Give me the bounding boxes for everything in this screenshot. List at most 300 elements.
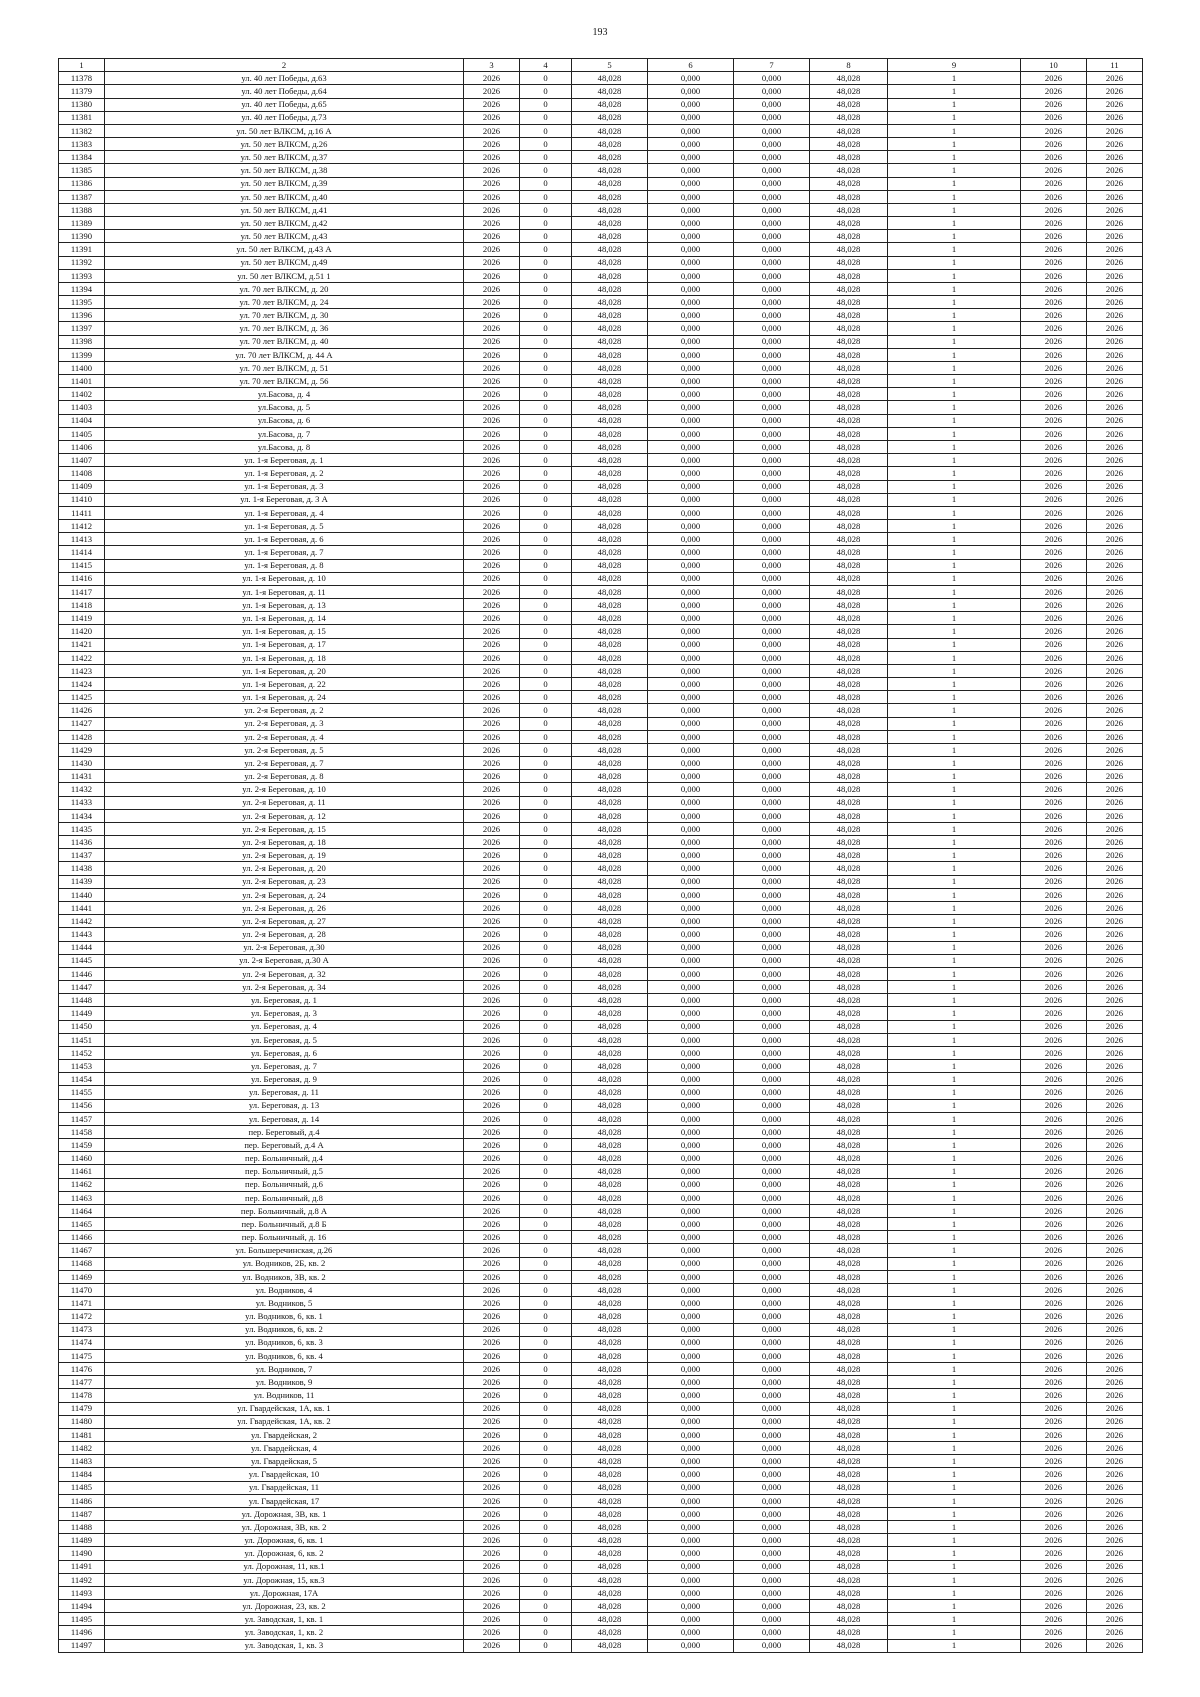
col11-cell: 2026 bbox=[1087, 1363, 1143, 1376]
col7-cell: 0,000 bbox=[734, 1507, 810, 1520]
col11-cell: 2026 bbox=[1087, 1494, 1143, 1507]
row-number-cell: 11447 bbox=[59, 981, 105, 994]
col10-cell: 2026 bbox=[1021, 572, 1087, 585]
col8-cell: 48,028 bbox=[810, 1455, 888, 1468]
col8-cell: 48,028 bbox=[810, 467, 888, 480]
col11-cell: 2026 bbox=[1087, 1270, 1143, 1283]
col9-cell: 1 bbox=[888, 1125, 1021, 1138]
table-row bbox=[59, 1573, 1143, 1586]
col11-cell: 2026 bbox=[1087, 783, 1143, 796]
address-cell: пер. Береговый, д.4 bbox=[105, 1125, 464, 1138]
col7-cell: 0,000 bbox=[734, 480, 810, 493]
row-number-cell: 11491 bbox=[59, 1560, 105, 1573]
year-cell: 2026 bbox=[464, 888, 520, 901]
col8-cell: 48,028 bbox=[810, 1534, 888, 1547]
address-cell: ул. Заводская, 1, кв. 3 bbox=[105, 1639, 464, 1652]
col9-cell: 1 bbox=[888, 309, 1021, 322]
col7-cell: 0,000 bbox=[734, 717, 810, 730]
col6-cell: 0,000 bbox=[648, 730, 734, 743]
address-cell: пер. Больничный, д.6 bbox=[105, 1178, 464, 1191]
row-number-cell: 11460 bbox=[59, 1152, 105, 1165]
table-row bbox=[59, 1349, 1143, 1362]
col8-cell: 48,028 bbox=[810, 138, 888, 151]
year-cell: 2026 bbox=[464, 256, 520, 269]
year-cell: 2026 bbox=[464, 981, 520, 994]
col8-cell: 48,028 bbox=[810, 335, 888, 348]
year-cell: 2026 bbox=[464, 862, 520, 875]
col4-cell: 0 bbox=[520, 506, 572, 519]
table-row bbox=[59, 1310, 1143, 1323]
year-cell: 2026 bbox=[464, 1586, 520, 1599]
col10-cell: 2026 bbox=[1021, 1270, 1087, 1283]
col11-cell: 2026 bbox=[1087, 388, 1143, 401]
address-cell: ул. Береговая, д. 1 bbox=[105, 994, 464, 1007]
year-cell: 2026 bbox=[464, 414, 520, 427]
col11-cell: 2026 bbox=[1087, 559, 1143, 572]
row-number-cell: 11488 bbox=[59, 1521, 105, 1534]
row-number-cell: 11478 bbox=[59, 1389, 105, 1402]
year-cell: 2026 bbox=[464, 1283, 520, 1296]
col4-cell: 0 bbox=[520, 836, 572, 849]
col11-cell: 2026 bbox=[1087, 1455, 1143, 1468]
col4-cell: 0 bbox=[520, 1442, 572, 1455]
row-number-cell: 11474 bbox=[59, 1336, 105, 1349]
address-cell: ул. Водников, 7 bbox=[105, 1363, 464, 1376]
table-row bbox=[59, 1639, 1143, 1652]
col11-cell: 2026 bbox=[1087, 282, 1143, 295]
col4-cell: 0 bbox=[520, 401, 572, 414]
column-header-2: 2 bbox=[105, 59, 464, 72]
col11-cell: 2026 bbox=[1087, 177, 1143, 190]
col7-cell: 0,000 bbox=[734, 427, 810, 440]
col10-cell: 2026 bbox=[1021, 1402, 1087, 1415]
col10-cell: 2026 bbox=[1021, 164, 1087, 177]
year-cell: 2026 bbox=[464, 217, 520, 230]
col7-cell: 0,000 bbox=[734, 1297, 810, 1310]
col6-cell: 0,000 bbox=[648, 230, 734, 243]
row-number-cell: 11458 bbox=[59, 1125, 105, 1138]
col9-cell: 1 bbox=[888, 1442, 1021, 1455]
col7-cell: 0,000 bbox=[734, 1402, 810, 1415]
col9-cell: 1 bbox=[888, 388, 1021, 401]
address-cell: ул. 1-я Береговая, д. 3 А bbox=[105, 493, 464, 506]
col6-cell: 0,000 bbox=[648, 1507, 734, 1520]
address-cell: ул. Водников, 2Б, кв. 2 bbox=[105, 1257, 464, 1270]
address-cell: ул. 2-я Береговая, д. 20 bbox=[105, 862, 464, 875]
address-cell: ул. 1-я Береговая, д. 6 bbox=[105, 533, 464, 546]
col10-cell: 2026 bbox=[1021, 203, 1087, 216]
table-row bbox=[59, 1626, 1143, 1639]
row-number-cell: 11441 bbox=[59, 902, 105, 915]
col6-cell: 0,000 bbox=[648, 1231, 734, 1244]
col11-cell: 2026 bbox=[1087, 401, 1143, 414]
col8-cell: 48,028 bbox=[810, 1297, 888, 1310]
col11-cell: 2026 bbox=[1087, 440, 1143, 453]
year-cell: 2026 bbox=[464, 1534, 520, 1547]
col4-cell: 0 bbox=[520, 190, 572, 203]
row-number-cell: 11449 bbox=[59, 1007, 105, 1020]
col8-cell: 48,028 bbox=[810, 1428, 888, 1441]
year-cell: 2026 bbox=[464, 651, 520, 664]
col9-cell: 1 bbox=[888, 822, 1021, 835]
col5-cell: 48,028 bbox=[572, 348, 648, 361]
col11-cell: 2026 bbox=[1087, 1376, 1143, 1389]
year-cell: 2026 bbox=[464, 967, 520, 980]
col4-cell: 0 bbox=[520, 1389, 572, 1402]
col10-cell: 2026 bbox=[1021, 546, 1087, 559]
table-row bbox=[59, 414, 1143, 427]
col5-cell: 48,028 bbox=[572, 203, 648, 216]
row-number-cell: 11402 bbox=[59, 388, 105, 401]
col11-cell: 2026 bbox=[1087, 1257, 1143, 1270]
col5-cell: 48,028 bbox=[572, 480, 648, 493]
col9-cell: 1 bbox=[888, 1534, 1021, 1547]
col10-cell: 2026 bbox=[1021, 493, 1087, 506]
col10-cell: 2026 bbox=[1021, 599, 1087, 612]
table-row bbox=[59, 875, 1143, 888]
col8-cell: 48,028 bbox=[810, 1244, 888, 1257]
col10-cell: 2026 bbox=[1021, 98, 1087, 111]
col6-cell: 0,000 bbox=[648, 546, 734, 559]
col10-cell: 2026 bbox=[1021, 138, 1087, 151]
col8-cell: 48,028 bbox=[810, 427, 888, 440]
col5-cell: 48,028 bbox=[572, 994, 648, 1007]
col4-cell: 0 bbox=[520, 427, 572, 440]
col11-cell: 2026 bbox=[1087, 1218, 1143, 1231]
col10-cell: 2026 bbox=[1021, 585, 1087, 598]
address-cell: ул.Басова, д. 5 bbox=[105, 401, 464, 414]
row-number-cell: 11401 bbox=[59, 375, 105, 388]
row-number-cell: 11452 bbox=[59, 1046, 105, 1059]
col6-cell: 0,000 bbox=[648, 1007, 734, 1020]
col4-cell: 0 bbox=[520, 85, 572, 98]
year-cell: 2026 bbox=[464, 1481, 520, 1494]
col7-cell: 0,000 bbox=[734, 1231, 810, 1244]
col6-cell: 0,000 bbox=[648, 454, 734, 467]
col6-cell: 0,000 bbox=[648, 1363, 734, 1376]
col11-cell: 2026 bbox=[1087, 1639, 1143, 1652]
table-row bbox=[59, 888, 1143, 901]
col10-cell: 2026 bbox=[1021, 1297, 1087, 1310]
year-cell: 2026 bbox=[464, 1613, 520, 1626]
col6-cell: 0,000 bbox=[648, 388, 734, 401]
address-cell: ул. Гвардейская, 17 bbox=[105, 1494, 464, 1507]
col5-cell: 48,028 bbox=[572, 717, 648, 730]
col8-cell: 48,028 bbox=[810, 1178, 888, 1191]
col6-cell: 0,000 bbox=[648, 1099, 734, 1112]
col8-cell: 48,028 bbox=[810, 1468, 888, 1481]
col8-cell: 48,028 bbox=[810, 954, 888, 967]
address-cell: ул. Дорожная, 6, кв. 1 bbox=[105, 1534, 464, 1547]
row-number-cell: 11471 bbox=[59, 1297, 105, 1310]
col11-cell: 2026 bbox=[1087, 546, 1143, 559]
row-number-cell: 11412 bbox=[59, 520, 105, 533]
col9-cell: 1 bbox=[888, 1218, 1021, 1231]
col7-cell: 0,000 bbox=[734, 651, 810, 664]
row-number-cell: 11459 bbox=[59, 1139, 105, 1152]
col10-cell: 2026 bbox=[1021, 388, 1087, 401]
year-cell: 2026 bbox=[464, 546, 520, 559]
col11-cell: 2026 bbox=[1087, 111, 1143, 124]
col11-cell: 2026 bbox=[1087, 1297, 1143, 1310]
col6-cell: 0,000 bbox=[648, 1415, 734, 1428]
table-row bbox=[59, 822, 1143, 835]
col11-cell: 2026 bbox=[1087, 296, 1143, 309]
col10-cell: 2026 bbox=[1021, 809, 1087, 822]
col5-cell: 48,028 bbox=[572, 1613, 648, 1626]
col8-cell: 48,028 bbox=[810, 1152, 888, 1165]
col11-cell: 2026 bbox=[1087, 1007, 1143, 1020]
col4-cell: 0 bbox=[520, 467, 572, 480]
year-cell: 2026 bbox=[464, 1573, 520, 1586]
table-row bbox=[59, 678, 1143, 691]
col10-cell: 2026 bbox=[1021, 348, 1087, 361]
col6-cell: 0,000 bbox=[648, 1033, 734, 1046]
col7-cell: 0,000 bbox=[734, 1521, 810, 1534]
address-cell: пер. Больничный, д.5 bbox=[105, 1165, 464, 1178]
col8-cell: 48,028 bbox=[810, 203, 888, 216]
col9-cell: 1 bbox=[888, 1336, 1021, 1349]
address-cell: ул. Береговая, д. 7 bbox=[105, 1060, 464, 1073]
col10-cell: 2026 bbox=[1021, 1231, 1087, 1244]
col8-cell: 48,028 bbox=[810, 743, 888, 756]
col10-cell: 2026 bbox=[1021, 981, 1087, 994]
col6-cell: 0,000 bbox=[648, 375, 734, 388]
table-row bbox=[59, 625, 1143, 638]
table-row bbox=[59, 1033, 1143, 1046]
col4-cell: 0 bbox=[520, 1257, 572, 1270]
col7-cell: 0,000 bbox=[734, 1481, 810, 1494]
col6-cell: 0,000 bbox=[648, 994, 734, 1007]
col4-cell: 0 bbox=[520, 1191, 572, 1204]
year-cell: 2026 bbox=[464, 440, 520, 453]
year-cell: 2026 bbox=[464, 98, 520, 111]
year-cell: 2026 bbox=[464, 585, 520, 598]
col9-cell: 1 bbox=[888, 981, 1021, 994]
col9-cell: 1 bbox=[888, 730, 1021, 743]
row-number-cell: 11479 bbox=[59, 1402, 105, 1415]
col6-cell: 0,000 bbox=[648, 1283, 734, 1296]
year-cell: 2026 bbox=[464, 1560, 520, 1573]
col8-cell: 48,028 bbox=[810, 1007, 888, 1020]
table-row bbox=[59, 1073, 1143, 1086]
col8-cell: 48,028 bbox=[810, 1112, 888, 1125]
col9-cell: 1 bbox=[888, 691, 1021, 704]
table-row bbox=[59, 322, 1143, 335]
year-cell: 2026 bbox=[464, 638, 520, 651]
col5-cell: 48,028 bbox=[572, 1007, 648, 1020]
col5-cell: 48,028 bbox=[572, 757, 648, 770]
col8-cell: 48,028 bbox=[810, 757, 888, 770]
col8-cell: 48,028 bbox=[810, 506, 888, 519]
table-row bbox=[59, 717, 1143, 730]
row-number-cell: 11405 bbox=[59, 427, 105, 440]
col5-cell: 48,028 bbox=[572, 902, 648, 915]
col7-cell: 0,000 bbox=[734, 1007, 810, 1020]
col10-cell: 2026 bbox=[1021, 427, 1087, 440]
col6-cell: 0,000 bbox=[648, 269, 734, 282]
col6-cell: 0,000 bbox=[648, 322, 734, 335]
row-number-cell: 11424 bbox=[59, 678, 105, 691]
col9-cell: 1 bbox=[888, 348, 1021, 361]
col6-cell: 0,000 bbox=[648, 651, 734, 664]
col7-cell: 0,000 bbox=[734, 177, 810, 190]
address-cell: ул. 1-я Береговая, д. 10 bbox=[105, 572, 464, 585]
col11-cell: 2026 bbox=[1087, 361, 1143, 374]
col7-cell: 0,000 bbox=[734, 190, 810, 203]
year-cell: 2026 bbox=[464, 533, 520, 546]
address-cell: ул. 50 лет ВЛКСМ, д.43 bbox=[105, 230, 464, 243]
col4-cell: 0 bbox=[520, 1534, 572, 1547]
col7-cell: 0,000 bbox=[734, 388, 810, 401]
row-number-cell: 11466 bbox=[59, 1231, 105, 1244]
col7-cell: 0,000 bbox=[734, 1534, 810, 1547]
year-cell: 2026 bbox=[464, 1639, 520, 1652]
col7-cell: 0,000 bbox=[734, 1349, 810, 1362]
address-cell: ул. 70 лет ВЛКСМ, д. 24 bbox=[105, 296, 464, 309]
col8-cell: 48,028 bbox=[810, 1257, 888, 1270]
address-cell: пер. Больничный, д.4 bbox=[105, 1152, 464, 1165]
col6-cell: 0,000 bbox=[648, 967, 734, 980]
table-row bbox=[59, 269, 1143, 282]
address-cell: ул. 2-я Береговая, д. 32 bbox=[105, 967, 464, 980]
col9-cell: 1 bbox=[888, 1626, 1021, 1639]
col6-cell: 0,000 bbox=[648, 98, 734, 111]
table-row bbox=[59, 1231, 1143, 1244]
year-cell: 2026 bbox=[464, 1020, 520, 1033]
col5-cell: 48,028 bbox=[572, 704, 648, 717]
column-header-7: 7 bbox=[734, 59, 810, 72]
col7-cell: 0,000 bbox=[734, 98, 810, 111]
col8-cell: 48,028 bbox=[810, 1389, 888, 1402]
col4-cell: 0 bbox=[520, 1323, 572, 1336]
col8-cell: 48,028 bbox=[810, 1547, 888, 1560]
col6-cell: 0,000 bbox=[648, 704, 734, 717]
col8-cell: 48,028 bbox=[810, 309, 888, 322]
col9-cell: 1 bbox=[888, 414, 1021, 427]
col5-cell: 48,028 bbox=[572, 691, 648, 704]
col9-cell: 1 bbox=[888, 678, 1021, 691]
col6-cell: 0,000 bbox=[648, 822, 734, 835]
col6-cell: 0,000 bbox=[648, 1442, 734, 1455]
col11-cell: 2026 bbox=[1087, 730, 1143, 743]
col9-cell: 1 bbox=[888, 783, 1021, 796]
col5-cell: 48,028 bbox=[572, 1178, 648, 1191]
col9-cell: 1 bbox=[888, 1020, 1021, 1033]
col5-cell: 48,028 bbox=[572, 164, 648, 177]
year-cell: 2026 bbox=[464, 757, 520, 770]
row-number-cell: 11467 bbox=[59, 1244, 105, 1257]
year-cell: 2026 bbox=[464, 520, 520, 533]
col6-cell: 0,000 bbox=[648, 138, 734, 151]
year-cell: 2026 bbox=[464, 1442, 520, 1455]
address-cell: пер. Береговый, д.4 А bbox=[105, 1139, 464, 1152]
col7-cell: 0,000 bbox=[734, 691, 810, 704]
col10-cell: 2026 bbox=[1021, 111, 1087, 124]
col9-cell: 1 bbox=[888, 1481, 1021, 1494]
col11-cell: 2026 bbox=[1087, 625, 1143, 638]
table-row bbox=[59, 862, 1143, 875]
col11-cell: 2026 bbox=[1087, 928, 1143, 941]
col6-cell: 0,000 bbox=[648, 282, 734, 295]
col9-cell: 1 bbox=[888, 1283, 1021, 1296]
table-row bbox=[59, 757, 1143, 770]
col11-cell: 2026 bbox=[1087, 1428, 1143, 1441]
col5-cell: 48,028 bbox=[572, 111, 648, 124]
col6-cell: 0,000 bbox=[648, 493, 734, 506]
col7-cell: 0,000 bbox=[734, 1204, 810, 1217]
row-number-cell: 11436 bbox=[59, 836, 105, 849]
col8-cell: 48,028 bbox=[810, 1336, 888, 1349]
row-number-cell: 11404 bbox=[59, 414, 105, 427]
table-row bbox=[59, 348, 1143, 361]
col11-cell: 2026 bbox=[1087, 1389, 1143, 1402]
col8-cell: 48,028 bbox=[810, 177, 888, 190]
col4-cell: 0 bbox=[520, 493, 572, 506]
address-cell: ул. Дорожная, 3В, кв. 1 bbox=[105, 1507, 464, 1520]
row-number-cell: 11430 bbox=[59, 757, 105, 770]
col9-cell: 1 bbox=[888, 770, 1021, 783]
col5-cell: 48,028 bbox=[572, 1468, 648, 1481]
table-row bbox=[59, 691, 1143, 704]
col9-cell: 1 bbox=[888, 138, 1021, 151]
col10-cell: 2026 bbox=[1021, 1573, 1087, 1586]
col7-cell: 0,000 bbox=[734, 1573, 810, 1586]
col6-cell: 0,000 bbox=[648, 1297, 734, 1310]
col8-cell: 48,028 bbox=[810, 348, 888, 361]
table-row bbox=[59, 124, 1143, 137]
col8-cell: 48,028 bbox=[810, 770, 888, 783]
year-cell: 2026 bbox=[464, 1363, 520, 1376]
year-cell: 2026 bbox=[464, 664, 520, 677]
col7-cell: 0,000 bbox=[734, 1046, 810, 1059]
col5-cell: 48,028 bbox=[572, 1534, 648, 1547]
col7-cell: 0,000 bbox=[734, 599, 810, 612]
row-number-cell: 11421 bbox=[59, 638, 105, 651]
year-cell: 2026 bbox=[464, 1521, 520, 1534]
col11-cell: 2026 bbox=[1087, 678, 1143, 691]
col4-cell: 0 bbox=[520, 954, 572, 967]
col8-cell: 48,028 bbox=[810, 1507, 888, 1520]
col10-cell: 2026 bbox=[1021, 1139, 1087, 1152]
col5-cell: 48,028 bbox=[572, 1165, 648, 1178]
col7-cell: 0,000 bbox=[734, 296, 810, 309]
address-cell: ул. Водников, 6, кв. 1 bbox=[105, 1310, 464, 1323]
col4-cell: 0 bbox=[520, 1231, 572, 1244]
col9-cell: 1 bbox=[888, 493, 1021, 506]
year-cell: 2026 bbox=[464, 1257, 520, 1270]
col10-cell: 2026 bbox=[1021, 638, 1087, 651]
address-cell: ул. 2-я Береговая, д. 26 bbox=[105, 902, 464, 915]
year-cell: 2026 bbox=[464, 994, 520, 1007]
table-row bbox=[59, 981, 1143, 994]
col9-cell: 1 bbox=[888, 533, 1021, 546]
table-row bbox=[59, 217, 1143, 230]
col10-cell: 2026 bbox=[1021, 1586, 1087, 1599]
col10-cell: 2026 bbox=[1021, 401, 1087, 414]
col5-cell: 48,028 bbox=[572, 1310, 648, 1323]
col11-cell: 2026 bbox=[1087, 467, 1143, 480]
table-row bbox=[59, 190, 1143, 203]
col6-cell: 0,000 bbox=[648, 1586, 734, 1599]
col4-cell: 0 bbox=[520, 743, 572, 756]
year-cell: 2026 bbox=[464, 954, 520, 967]
year-cell: 2026 bbox=[464, 454, 520, 467]
col10-cell: 2026 bbox=[1021, 796, 1087, 809]
col11-cell: 2026 bbox=[1087, 164, 1143, 177]
table-row bbox=[59, 809, 1143, 822]
col11-cell: 2026 bbox=[1087, 1323, 1143, 1336]
